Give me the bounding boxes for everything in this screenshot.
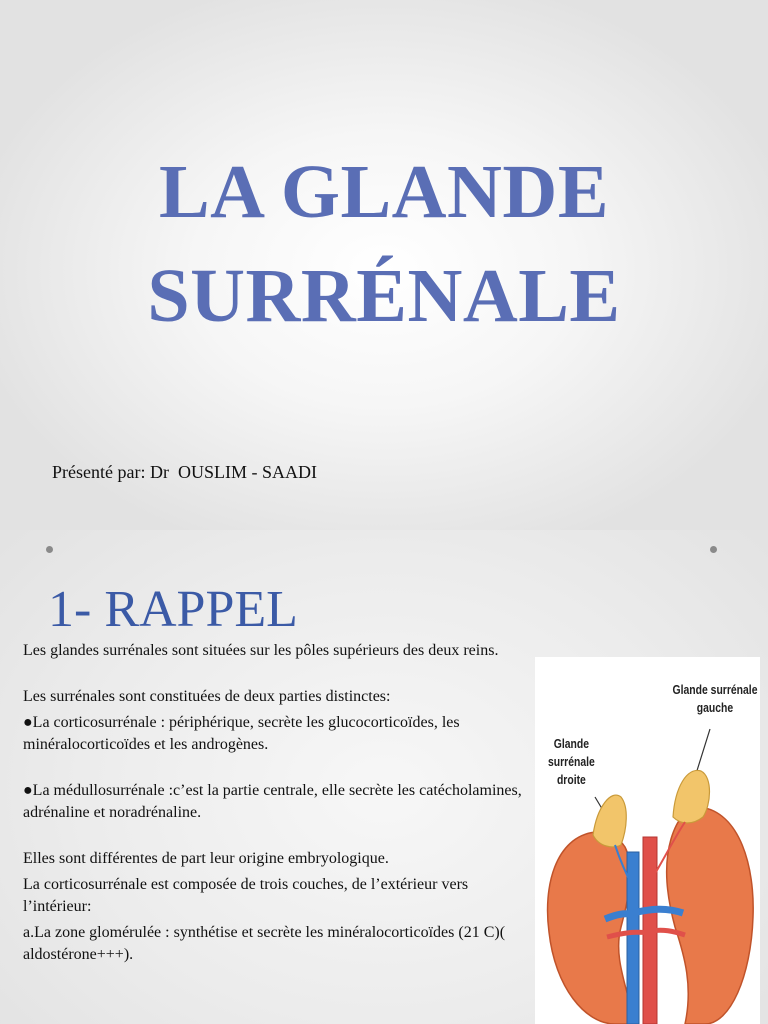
paragraph-structure: Les surrénales sont constituées de deux parties distinctes:: [23, 688, 391, 705]
paragraph-medulla: ●La médullosurrénale :c’est la partie centrale, elle secrète les catécholamines, adrénaline et noradrénaline.: [23, 782, 522, 821]
pointer-line-gauche: [695, 729, 710, 777]
body-text: [23, 640, 533, 966]
kidney-right-shape: [548, 832, 635, 1024]
renal-vein-left: [633, 909, 683, 913]
paragraph-layers: La corticosurrénale est composée de trois couches, de l’extérieur vers l’intérieur:: [23, 876, 469, 915]
bullet-dot-right: [710, 546, 717, 553]
paragraph-cortex: ●La corticosurrénale : périphérique, secrète les glucocorticoïdes, les minéralocorticoïdes et les androgènes.: [23, 714, 460, 753]
adrenal-left-shape: [673, 770, 710, 823]
label-glande-surrenale-gauche: Glande surrénale gauche: [672, 682, 758, 715]
paragraph-origin: Elles sont différentes de part leur origine embryologique.: [23, 850, 389, 867]
paragraph-location: Les glandes surrénales sont situées sur les pôles supérieurs des deux reins.: [23, 642, 499, 659]
label-glande-surrenale-droite: Glande surrénale droite: [547, 736, 595, 787]
section-heading: 1- RAPPEL: [48, 581, 298, 638]
presenter-line: Présenté par: Dr OUSLIM - SAADI: [52, 462, 317, 482]
title-line-1: LA GLANDE: [158, 150, 610, 234]
title-line-2: SURRÉNALE: [147, 254, 621, 338]
rappel-slide: [0, 530, 768, 1024]
bullet-dot-left: [46, 546, 53, 553]
slide-title: [0, 140, 768, 348]
paragraph-glomerulosa: a.La zone glomérulée : synthétise et secrète les minéralocorticoïdes (21 C)( aldostérone+++).: [23, 924, 506, 963]
adrenal-gland-illustration: [535, 657, 760, 1024]
